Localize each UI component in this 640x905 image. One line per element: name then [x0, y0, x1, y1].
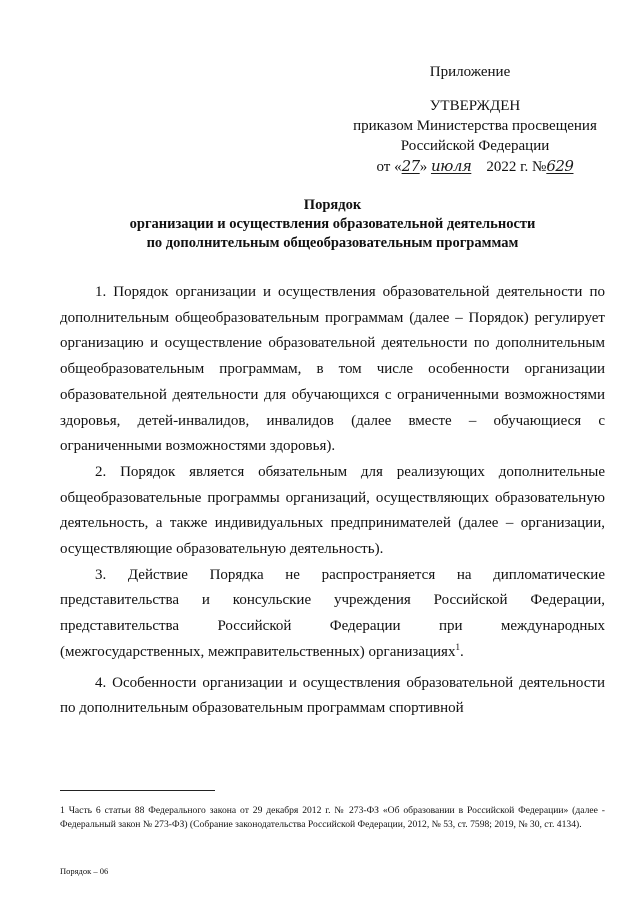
footnote-reference[interactable]: 1 [455, 641, 460, 652]
title-line-2: организации и осуществления образовательной деятельности [129, 216, 536, 232]
handwritten-order-number: 629 [546, 157, 574, 175]
order-date-line [345, 156, 605, 177]
page-footer: Порядок – 06 [60, 866, 109, 876]
order-line-1: приказом Министерства просвещения [353, 118, 597, 134]
title-line-1: Порядок [303, 197, 362, 213]
handwritten-day: 27 [401, 157, 420, 175]
order-line-2: Российской Федерации [400, 138, 550, 154]
approval-block [345, 96, 605, 177]
paragraph-1: 1. Порядок организации и осуществления образовательной деятельности по дополнительным общеобразовательным программам (далее – Порядок) регулирует организацию и осуществление образовательной деятельности по дополнительным общеобразовательным программам, в том числе особенности организации образовательной деятельности для обучающихся с ограниченными возможностями здоровья, детей-инвалидов, инвалидов (далее вместе – обучающиеся с ограниченными возможностями здоровья). [60, 284, 605, 455]
annex-text: Приложение [429, 64, 511, 80]
footnote-divider [60, 790, 215, 791]
document-body [60, 280, 605, 722]
title-line-3: по дополнительным общеобразовательным программам [146, 235, 519, 251]
paragraph-2: 2. Порядок является обязательным для реализующих дополнительные общеобразовательные программы организаций, осуществляющих образовательную деятельность, а также индивидуальных предпринимателей (далее – организации, осуществляющие образовательную деятельность). [60, 463, 605, 558]
paragraph-3-end: . [459, 643, 464, 660]
paragraph-3 [60, 563, 605, 666]
annex-label [400, 62, 540, 82]
date-prefix: от « [376, 159, 402, 175]
year-and-number-label: 2022 г. № [486, 159, 547, 175]
approved-label: УТВЕРЖДЕН [429, 98, 521, 114]
paragraph-4: 4. Особенности организации и осуществления образовательной деятельности по дополнительным образовательным программам спортивной [60, 674, 605, 717]
date-quote-close: » [419, 159, 428, 175]
handwritten-month: июля [430, 157, 472, 175]
document-title [60, 196, 605, 253]
footnote-text: 1 Часть 6 статьи 88 Федерального закона от 29 декабря 2012 г. № 273-ФЗ «Об образовании в Российской Федерации» (далее - Федеральный закон № 273-ФЗ) (Собрание законодательства Российской Федерации, 2012, № 53, ст. 7598; 2019, № 30, ст. 4134). [60, 805, 605, 830]
paragraph-3-text: 3. Действие Порядка не распространяется на дипломатические представительства и консульские учреждения Российской Федерации, представительства Российской Федерации при международных (межгосударственных, межправительственных) организациях [60, 566, 605, 660]
